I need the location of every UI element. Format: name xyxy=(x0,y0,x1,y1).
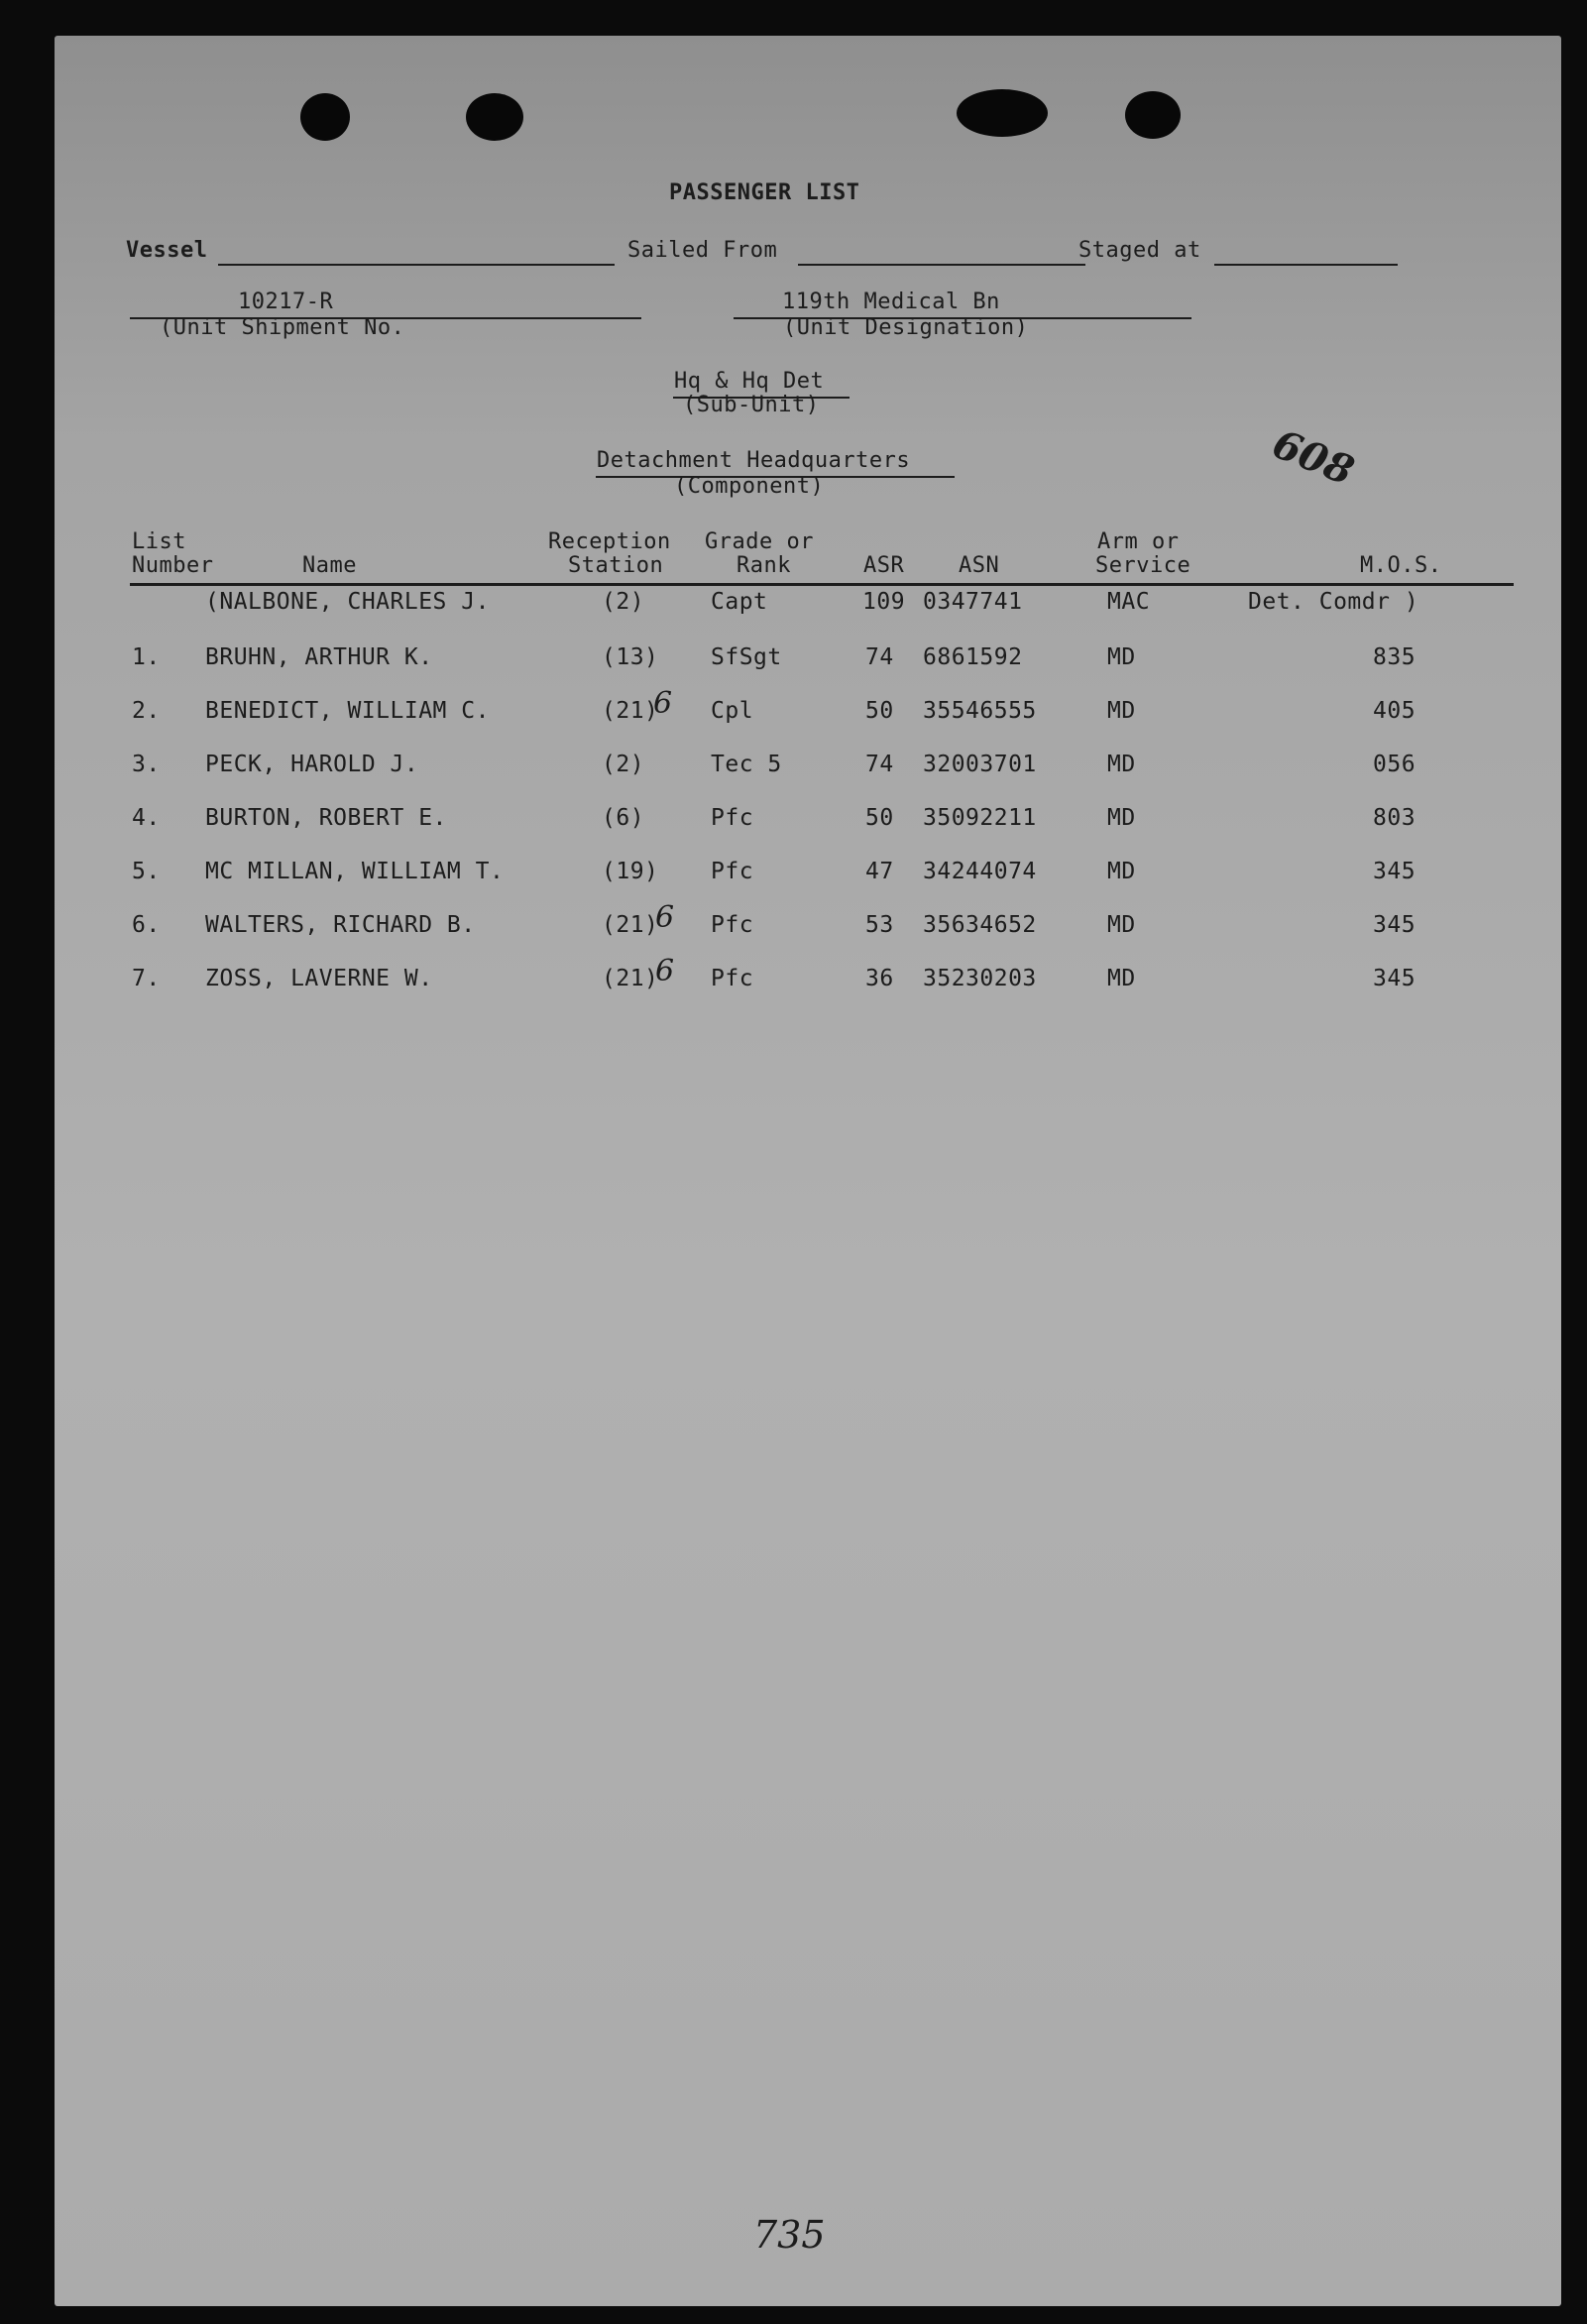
row-mos: 803 xyxy=(1373,805,1417,831)
unit-shipment-value: 10217-R xyxy=(238,290,334,314)
row-arm: MD xyxy=(1107,966,1136,991)
row-station: (21) xyxy=(602,912,659,938)
row-mos: 345 xyxy=(1373,966,1417,991)
row-name: BRUHN, ARTHUR K. xyxy=(205,644,433,670)
officer-station: (2) xyxy=(602,589,645,615)
row-station-note: 6 xyxy=(653,686,673,721)
punch-hole xyxy=(957,89,1048,137)
row-asr: 36 xyxy=(865,966,894,991)
row-name: MC MILLAN, WILLIAM T. xyxy=(205,859,505,884)
document-page xyxy=(55,36,1561,2306)
col-grade-1: Grade or xyxy=(705,529,814,554)
row-station: (19) xyxy=(602,859,659,884)
row-grade: Tec 5 xyxy=(711,752,782,777)
row-asn: 35546555 xyxy=(923,698,1037,724)
officer-asr: 109 xyxy=(862,589,906,615)
page-number: 735 xyxy=(753,2213,826,2257)
row-asr: 74 xyxy=(865,752,894,777)
col-grade-2: Rank xyxy=(737,553,791,578)
col-asn: ASN xyxy=(959,553,1000,578)
row-asr: 50 xyxy=(865,698,894,724)
row-arm: MD xyxy=(1107,644,1136,670)
component-label: (Component) xyxy=(674,474,825,499)
row-arm: MD xyxy=(1107,859,1136,884)
col-name: Name xyxy=(302,553,357,578)
row-number: 1. xyxy=(132,644,161,670)
row-number: 5. xyxy=(132,859,161,884)
row-asr: 74 xyxy=(865,644,894,670)
row-mos: 405 xyxy=(1373,698,1417,724)
document-title: PASSENGER LIST xyxy=(669,180,860,205)
row-name: BENEDICT, WILLIAM C. xyxy=(205,698,490,724)
sailed-from-field-line xyxy=(798,264,1085,266)
row-mos: 345 xyxy=(1373,859,1417,884)
row-mos: 345 xyxy=(1373,912,1417,938)
row-station-note: 6 xyxy=(655,954,675,988)
row-asn: 35230203 xyxy=(923,966,1037,991)
col-asr: ASR xyxy=(863,553,905,578)
component-value: Detachment Headquarters xyxy=(597,448,911,473)
officer-name: (NALBONE, CHARLES J. xyxy=(205,589,490,615)
row-mos: 835 xyxy=(1373,644,1417,670)
officer-grade: Capt xyxy=(711,589,768,615)
officer-arm: MAC xyxy=(1107,589,1151,615)
sub-unit-label: (Sub-Unit) xyxy=(683,393,820,417)
row-name: WALTERS, RICHARD B. xyxy=(205,912,476,938)
row-name: BURTON, ROBERT E. xyxy=(205,805,447,831)
row-asn: 32003701 xyxy=(923,752,1037,777)
staged-at-label: Staged at xyxy=(1078,238,1201,263)
unit-designation-value: 119th Medical Bn xyxy=(782,290,1000,314)
row-grade: Pfc xyxy=(711,859,754,884)
row-asr: 50 xyxy=(865,805,894,831)
handwritten-number: 608 xyxy=(1266,420,1361,495)
row-asr: 47 xyxy=(865,859,894,884)
sailed-from-label: Sailed From xyxy=(627,238,778,263)
header-rule xyxy=(130,583,1514,586)
staged-at-field-line xyxy=(1214,264,1398,266)
unit-shipment-label: (Unit Shipment No. xyxy=(160,315,405,340)
row-number: 3. xyxy=(132,752,161,777)
row-arm: MD xyxy=(1107,698,1136,724)
vessel-label: Vessel xyxy=(126,238,208,263)
row-asn: 35634652 xyxy=(923,912,1037,938)
row-arm: MD xyxy=(1107,752,1136,777)
row-station: (2) xyxy=(602,752,645,777)
row-number: 7. xyxy=(132,966,161,991)
row-grade: Cpl xyxy=(711,698,754,724)
row-number: 2. xyxy=(132,698,161,724)
col-mos: M.O.S. xyxy=(1360,553,1442,578)
row-asr: 53 xyxy=(865,912,894,938)
punch-hole xyxy=(1125,91,1181,139)
vessel-field-line xyxy=(218,264,615,266)
row-station-note: 6 xyxy=(655,900,675,935)
row-station: (21) xyxy=(602,966,659,991)
col-reception-1: Reception xyxy=(548,529,671,554)
row-mos: 056 xyxy=(1373,752,1417,777)
col-list-number-2: Number xyxy=(132,553,214,578)
col-arm-1: Arm or xyxy=(1097,529,1180,554)
punch-hole xyxy=(300,93,350,141)
row-number: 6. xyxy=(132,912,161,938)
row-asn: 35092211 xyxy=(923,805,1037,831)
row-name: PECK, HAROLD J. xyxy=(205,752,419,777)
row-grade: Pfc xyxy=(711,805,754,831)
officer-asn: 0347741 xyxy=(923,589,1023,615)
officer-mos: Det. Comdr ) xyxy=(1248,589,1419,615)
row-name: ZOSS, LAVERNE W. xyxy=(205,966,433,991)
row-station: (21) xyxy=(602,698,659,724)
col-list-number-1: List xyxy=(132,529,186,554)
row-station: (13) xyxy=(602,644,659,670)
unit-designation-label: (Unit Designation) xyxy=(783,315,1029,340)
col-arm-2: Service xyxy=(1095,553,1191,578)
punch-hole xyxy=(466,93,523,141)
row-grade: Pfc xyxy=(711,912,754,938)
col-reception-2: Station xyxy=(568,553,664,578)
row-asn: 34244074 xyxy=(923,859,1037,884)
row-arm: MD xyxy=(1107,805,1136,831)
row-arm: MD xyxy=(1107,912,1136,938)
sub-unit-value: Hq & Hq Det xyxy=(674,369,825,394)
row-grade: Pfc xyxy=(711,966,754,991)
row-grade: SfSgt xyxy=(711,644,782,670)
row-asn: 6861592 xyxy=(923,644,1023,670)
row-station: (6) xyxy=(602,805,645,831)
row-number: 4. xyxy=(132,805,161,831)
